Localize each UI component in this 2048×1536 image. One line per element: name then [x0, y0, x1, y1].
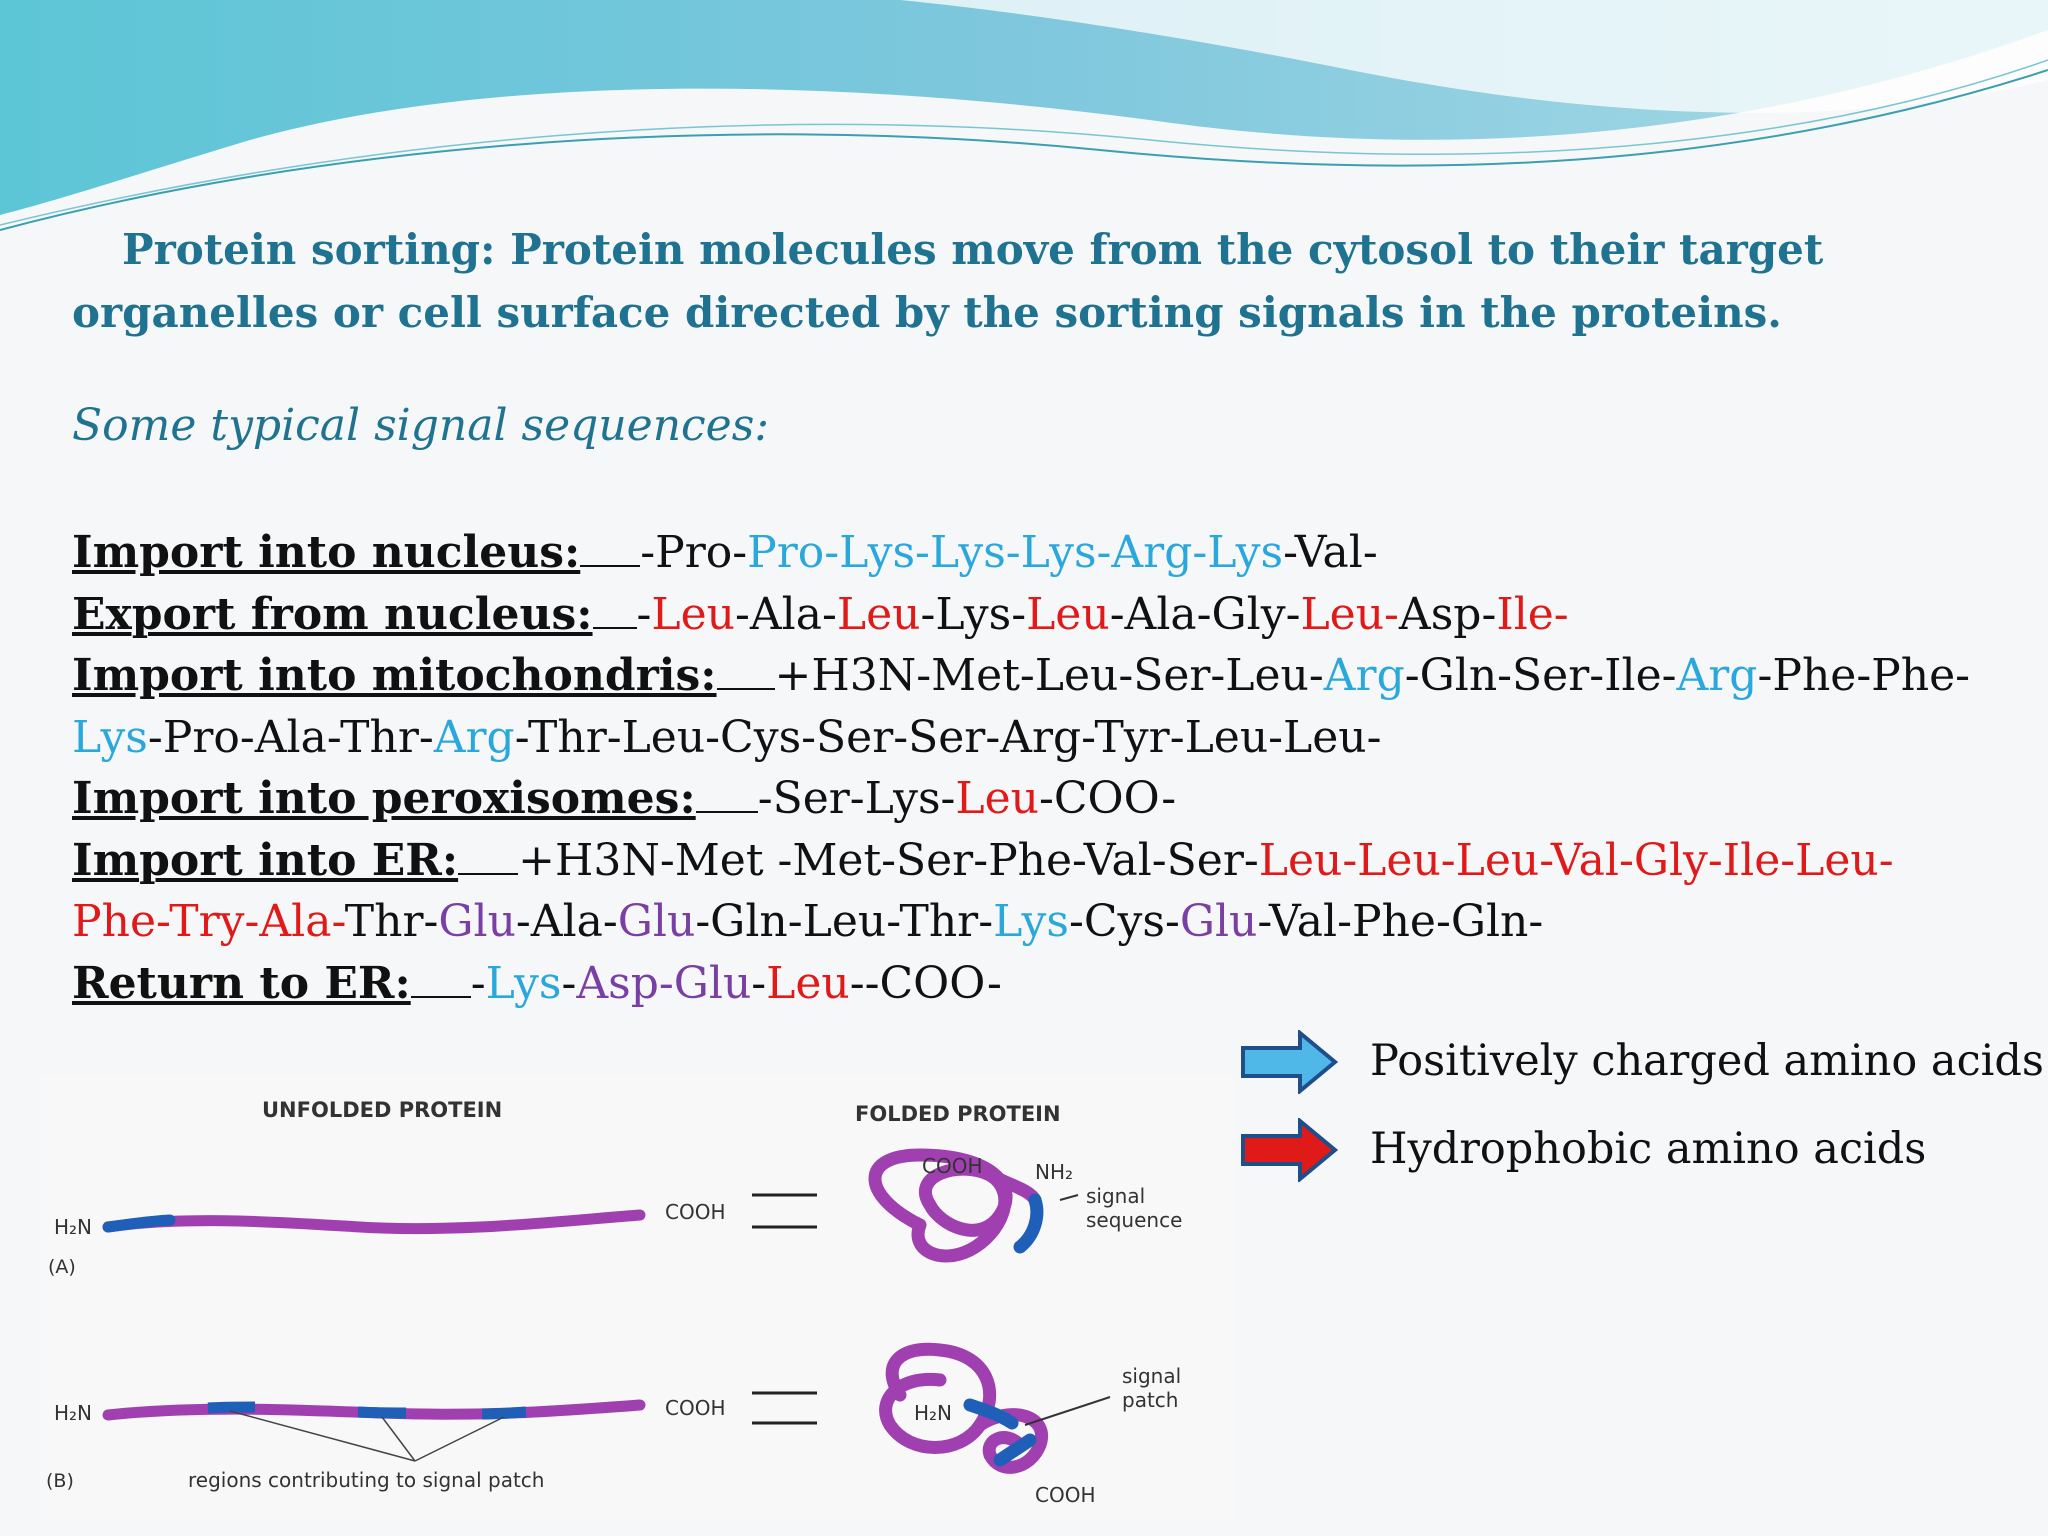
h2n-label-a: H₂N	[54, 1215, 93, 1239]
h2n-label-b: H₂N	[54, 1401, 93, 1425]
sequence-er-return: Return to ER: -Lys-Asp-Glu-Leu--COO-	[72, 957, 1002, 1009]
protein-folding-figure	[40, 1075, 1235, 1520]
signal-patch-label-2: patch	[1122, 1388, 1179, 1412]
regions-caption: regions contributing to signal patch	[188, 1468, 545, 1492]
sequence-peroxisome-import: Import into peroxisomes: -Ser-Lys-Leu-COO-	[72, 773, 1177, 824]
signal-patch-label-1: signal	[1122, 1364, 1182, 1388]
sequence-nucleus-import: Import into nucleus: -Pro-Pro-Lys-Lys-Lys-Arg-Lys-Val-	[72, 527, 1378, 578]
unfolded-protein-title: UNFOLDED PROTEIN	[262, 1098, 503, 1122]
signal-sequence-label-1: signal	[1086, 1184, 1146, 1208]
blue-arrow-icon	[1240, 1030, 1340, 1094]
h2n-label-folded-b: H₂N	[914, 1401, 953, 1425]
sequence-label: Return to ER:	[72, 957, 411, 1009]
signal-region-b2	[358, 1412, 406, 1413]
signal-region-b1	[208, 1407, 255, 1408]
sequence-label: Import into mitochondris:	[72, 650, 717, 701]
slide-title: Protein sorting: Protein molecules move from the cytosol to their target organelles or cell surface directed by the sorting signals in the proteins.	[72, 225, 1824, 337]
signal-sequence-list	[72, 522, 2032, 1014]
panel-label-a: (A)	[48, 1256, 76, 1278]
sequence-er-import: Import into ER: +H3N-Met -Met-Ser-Phe-Val-Ser-Leu-Leu-Leu-Val-Gly-Ile-Leu-	[72, 834, 1894, 886]
sequence-label: Import into ER:	[72, 834, 459, 886]
sequence-mito-import: Import into mitochondris: +H3N-Met-Leu-Ser-Leu-Arg-Gln-Ser-Ile-Arg-Phe-Phe-	[72, 650, 1971, 701]
legend-hydrophobic-label: Hydrophobic amino acids	[1370, 1124, 1927, 1174]
sequence-mito-import-cont: Lys-Pro-Ala-Thr-Arg-Thr-Leu-Cys-Ser-Ser-Arg-Tyr-Leu-Leu-	[72, 711, 1382, 763]
nh2-label-folded-a: NH₂	[1035, 1160, 1074, 1184]
signal-sequence-label-2: sequence	[1086, 1208, 1183, 1232]
cooh-label-folded-b: COOH	[1035, 1483, 1096, 1507]
sequence-label: Import into nucleus:	[72, 527, 581, 578]
cooh-label-a: COOH	[665, 1200, 726, 1224]
cooh-label-folded-a: COOH	[922, 1154, 983, 1178]
sequence-label: Export from nucleus:	[72, 588, 593, 640]
panel-label-b: (B)	[46, 1470, 74, 1492]
slide-subtitle: Some typical signal sequences:	[72, 400, 770, 451]
sequence-label: Import into peroxisomes:	[72, 773, 696, 824]
legend-positive-label: Positively charged amino acids	[1370, 1036, 2044, 1086]
signal-sequence-a	[108, 1220, 170, 1227]
cooh-label-b: COOH	[665, 1396, 726, 1420]
folded-protein-title: FOLDED PROTEIN	[855, 1102, 1061, 1126]
sequence-er-import-cont: Phe-Try-Ala-Thr-Glu-Ala-Glu-Gln-Leu-Thr-Lys-Cys-Glu-Val-Phe-Gln-	[72, 896, 1544, 947]
red-arrow-icon	[1240, 1118, 1340, 1182]
sequence-nucleus-export: Export from nucleus: -Leu-Ala-Leu-Lys-Leu-Ala-Gly-Leu-Asp-Ile-	[72, 588, 1569, 640]
signal-region-b3	[482, 1412, 526, 1414]
